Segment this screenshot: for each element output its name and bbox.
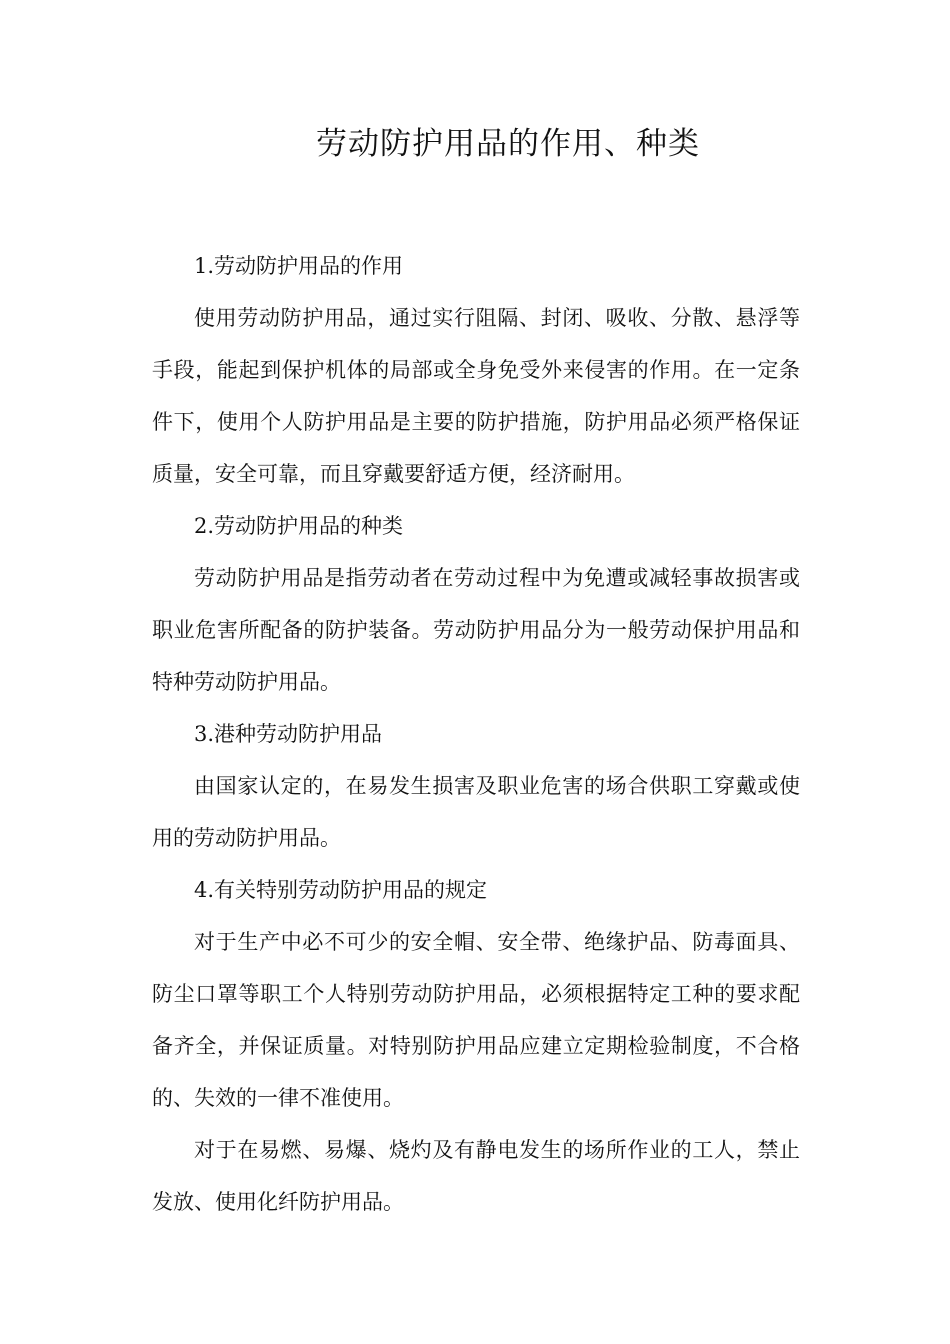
paragraph: 对于生产中必不可少的安全帽、安全带、绝缘护品、防毒面具、防尘口罩等职工个人特别劳动防护用品，必须根据特定工种的要求配备齐全，并保证质量。对特别防护用品应建立定期检验制度，不合格的、失效的一律不准使用。: [152, 930, 800, 1110]
section-heading-2: 2.劳动防护用品的种类: [194, 514, 404, 538]
section-heading-3: 3.港种劳动防护用品: [194, 722, 383, 746]
document-body: [152, 240, 800, 1228]
section-heading-4: 4.有关特别劳动防护用品的规定: [194, 878, 488, 902]
paragraph: 使用劳动防护用品，通过实行阻隔、封闭、吸收、分散、悬浮等手段，能起到保护机体的局部或全身免受外来侵害的作用。在一定条件下，使用个人防护用品是主要的防护措施，防护用品必须严格保证质量，安全可靠，而且穿戴要舒适方便，经济耐用。: [152, 306, 800, 486]
paragraph: 劳动防护用品是指劳动者在劳动过程中为免遭或减轻事故损害或职业危害所配备的防护装备。劳动防护用品分为一般劳动保护用品和特种劳动防护用品。: [152, 566, 800, 694]
section-heading-1: 1.劳动防护用品的作用: [194, 254, 404, 278]
document-title: 劳动防护用品的作用、种类: [316, 126, 700, 162]
paragraph: 由国家认定的，在易发生损害及职业危害的场合供职工穿戴或使用的劳动防护用品。: [152, 774, 800, 850]
paragraph: 对于在易燃、易爆、烧灼及有静电发生的场所作业的工人，禁止发放、使用化纤防护用品。: [152, 1138, 800, 1214]
